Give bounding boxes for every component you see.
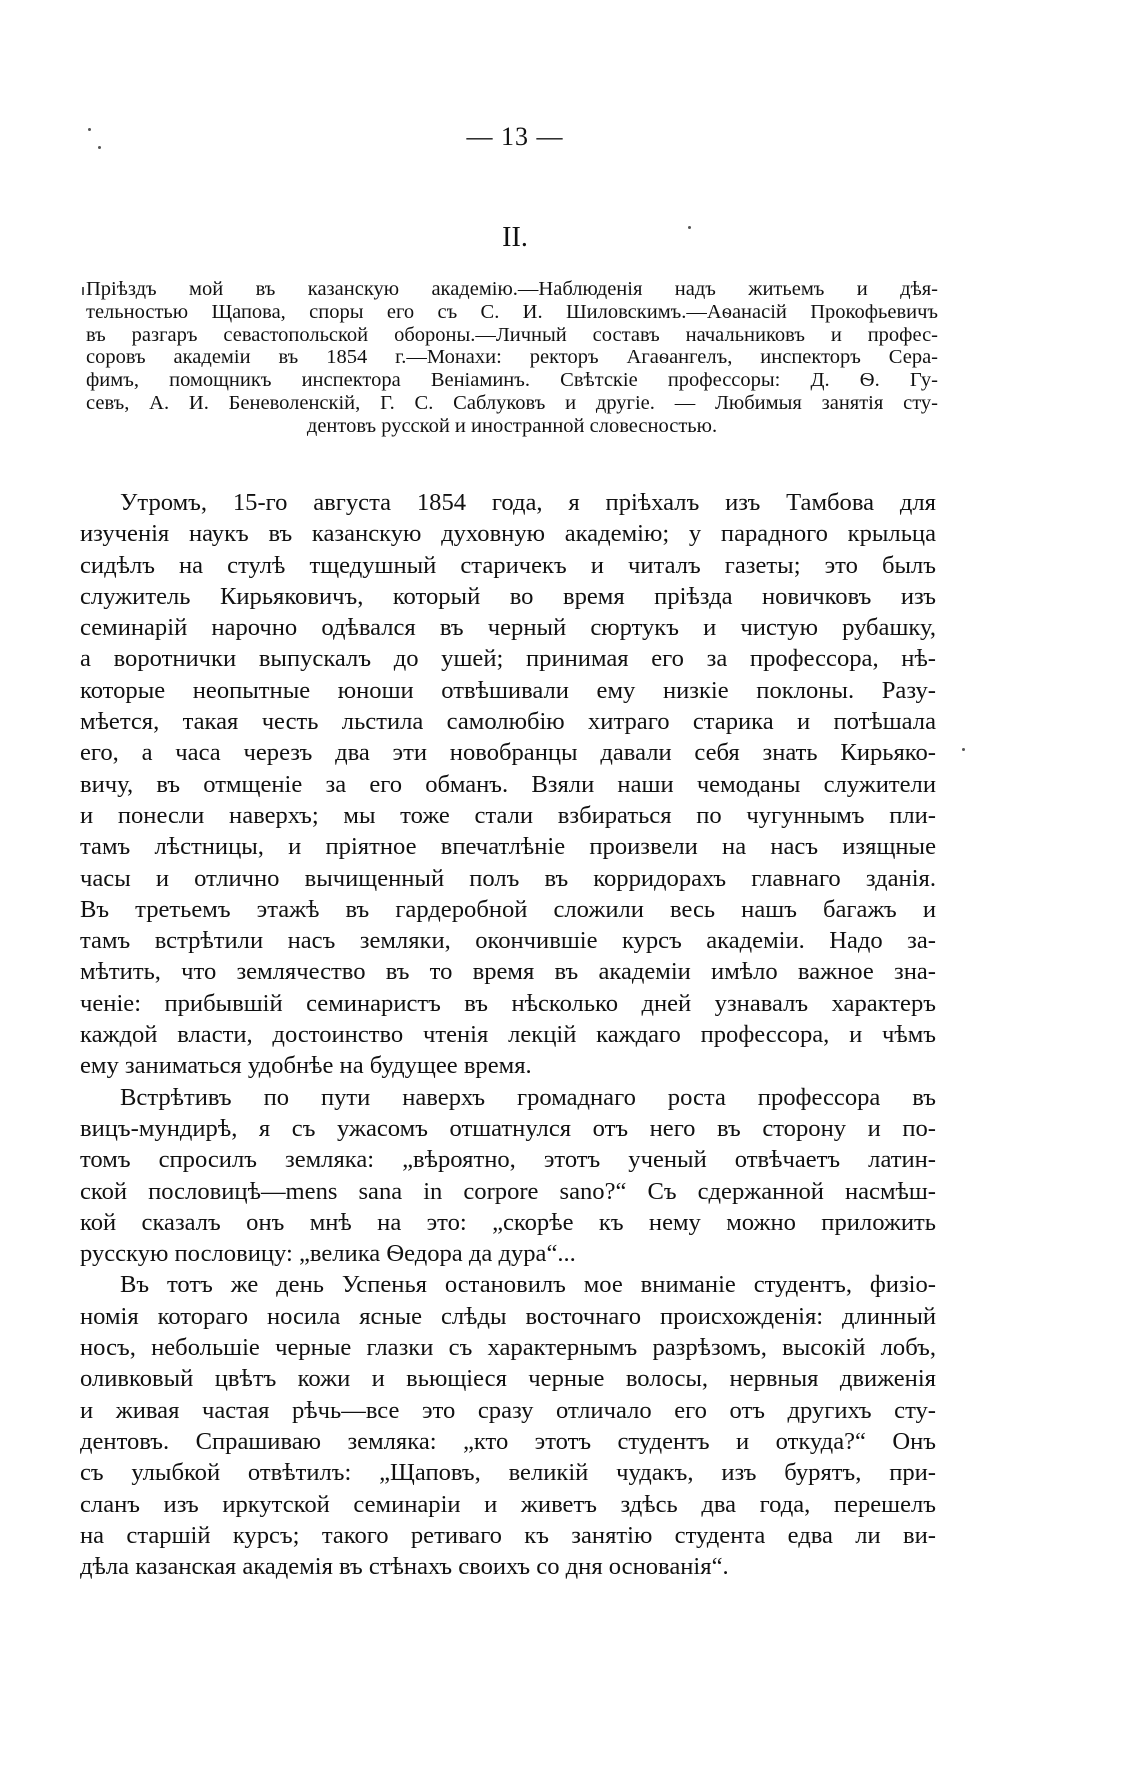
summary-line: въ разгаръ севастопольской обороны.—Личный составъ начальниковъ и профес- [86,323,938,346]
text-line: мѣтить, что землячество въ то время въ академіи имѣло важное зна- [80,958,936,986]
text-line: дентовъ. Спрашиваю земляка: „кто этотъ студентъ и откуда?“ Онъ [80,1427,936,1455]
chapter-number: II. [502,222,528,253]
text-line: ему заниматься удобнѣе на будущее время. [80,1052,532,1080]
text-line: часы и отлично вычищенный полъ въ корридорахъ главнаго зданія. [80,864,936,892]
text-line: Встрѣтивъ по пути наверхъ громаднаго роста профессора въ [120,1083,936,1111]
paragraph-arrival [80,487,936,1082]
text-line: тамъ лѣстницы, и пріятное впечатлѣніе произвели на насъ изящные [80,833,936,861]
text-line: а воротнички выпускалъ до ушей; принимая его за профессора, нѣ- [80,645,936,673]
paragraph-shchapov [80,1269,936,1582]
text-line: сидѣлъ на стулѣ тщедушный старичекъ и читалъ газеты; это былъ [80,551,936,579]
text-line: тамъ встрѣтили насъ земляки, окончившіе курсъ академіи. Надо за- [80,927,936,955]
text-line: русскую пословицу: „велика Ѳедора да дура“... [80,1240,576,1268]
text-line: каждой власти, достоинство чтенія лекцій каждаго профессора, и чѣмъ [80,1021,936,1049]
text-line: на старшій курсъ; такого ретиваго къ занятію студента едва ли ви- [80,1521,936,1549]
summary-line: Пріѣздъ мой въ казанскую академію.—Наблюденія надъ житьемъ и дѣя- [86,278,938,300]
text-line: и живая частая рѣчь—все это сразу отличало его отъ другихъ сту- [80,1396,936,1424]
text-line: носъ, небольшіе черные глазки съ характернымъ разрѣзомъ, высокій лобъ, [80,1334,936,1362]
body-text [80,487,936,1582]
text-line: семинарій нарочно одѣвался въ черный сюртукъ и чистую рубашку, [80,614,936,642]
summary-line: соровъ академіи въ 1854 г.—Монахи: ректоръ Агаѳангелъ, инспекторъ Сера- [86,346,938,369]
text-line: мѣется, такая честь льстила самолюбію хитраго старика и потѣшала [80,708,936,736]
text-line: которые неопытные юноши отвѣшивали ему низкіе поклоны. Разу- [80,676,936,704]
text-line: служитель Кирьяковичъ, который во время пріѣзда новичковъ изъ [80,582,936,610]
page-number: — 13 — [466,122,564,151]
text-line: и понесли наверхъ; мы тоже стали взбираться по чугуннымъ пли- [80,801,936,829]
text-line: ченіе: прибывшій семинаристъ въ нѣсколько дней узнавалъ характеръ [80,989,936,1017]
text-line: Въ третьемъ этажѣ въ гардеробной сложили весь нашъ багажъ и [80,895,936,923]
summary-line: севъ, А. И. Беневоленскій, Г. С. Саблуковъ и другіе. — Любимыя занятія сту- [86,391,938,414]
text-line: оливковый цвѣтъ кожи и вьющіеся черные волосы, нервныя движенія [80,1365,936,1393]
text-line: изученія наукъ въ казанскую духовную академію; у парадного крыльца [80,520,936,548]
text-line: вичу, въ отмщеніе за его обманъ. Взяли наши чемоданы служители [80,770,936,798]
summary-line: дентовъ русской и иностранной словесностью. [306,414,718,437]
text-line: вицъ-мундирѣ, я съ ужасомъ отшатнулся отъ него въ сторону и по- [80,1114,936,1142]
text-line: кой сказалъ онъ мнѣ на это: „скорѣе къ нему можно приложить [80,1208,936,1236]
text-line: сланъ изъ иркутской семинаріи и живетъ здѣсь два года, перешелъ [80,1490,936,1518]
text-line: томъ спросилъ земляка: „вѣроятно, этотъ ученый отвѣчаетъ латин- [80,1146,936,1174]
text-line: его, а часа черезъ два эти новобранцы давали себя знать Кирьяко- [80,739,936,767]
summary-line: фимъ, помощникъ инспектора Веніаминъ. Свѣтскіе профессоры: Д. Ѳ. Гу- [86,369,938,392]
paragraph-professor [80,1082,936,1270]
text-line: ской пословицѣ—mens sana in corpore sano?“ Съ сдержанной насмѣш- [80,1177,936,1205]
text-line: Утромъ, 15-го августа 1854 года, я пріѣхалъ изъ Тамбова для [120,489,936,516]
text-line: Въ тотъ же день Успенья остановилъ мое вниманіе студентъ, физіо- [120,1271,936,1299]
summary-line: тельностью Щапова, споры его съ С. И. Шиловскимъ.—Аѳанасій Прокофьевичъ [86,300,938,323]
text-line: съ улыбкой отвѣтилъ: „Щаповъ, великій чудакъ, изъ бурятъ, при- [80,1459,936,1487]
text-line: дѣла казанская академія въ стѣнахъ своихъ со дня основанія“. [80,1553,729,1581]
text-line: номія котораго носила ясные слѣды восточнаго происхожденія: длинный [80,1302,936,1330]
chapter-summary [86,278,938,438]
